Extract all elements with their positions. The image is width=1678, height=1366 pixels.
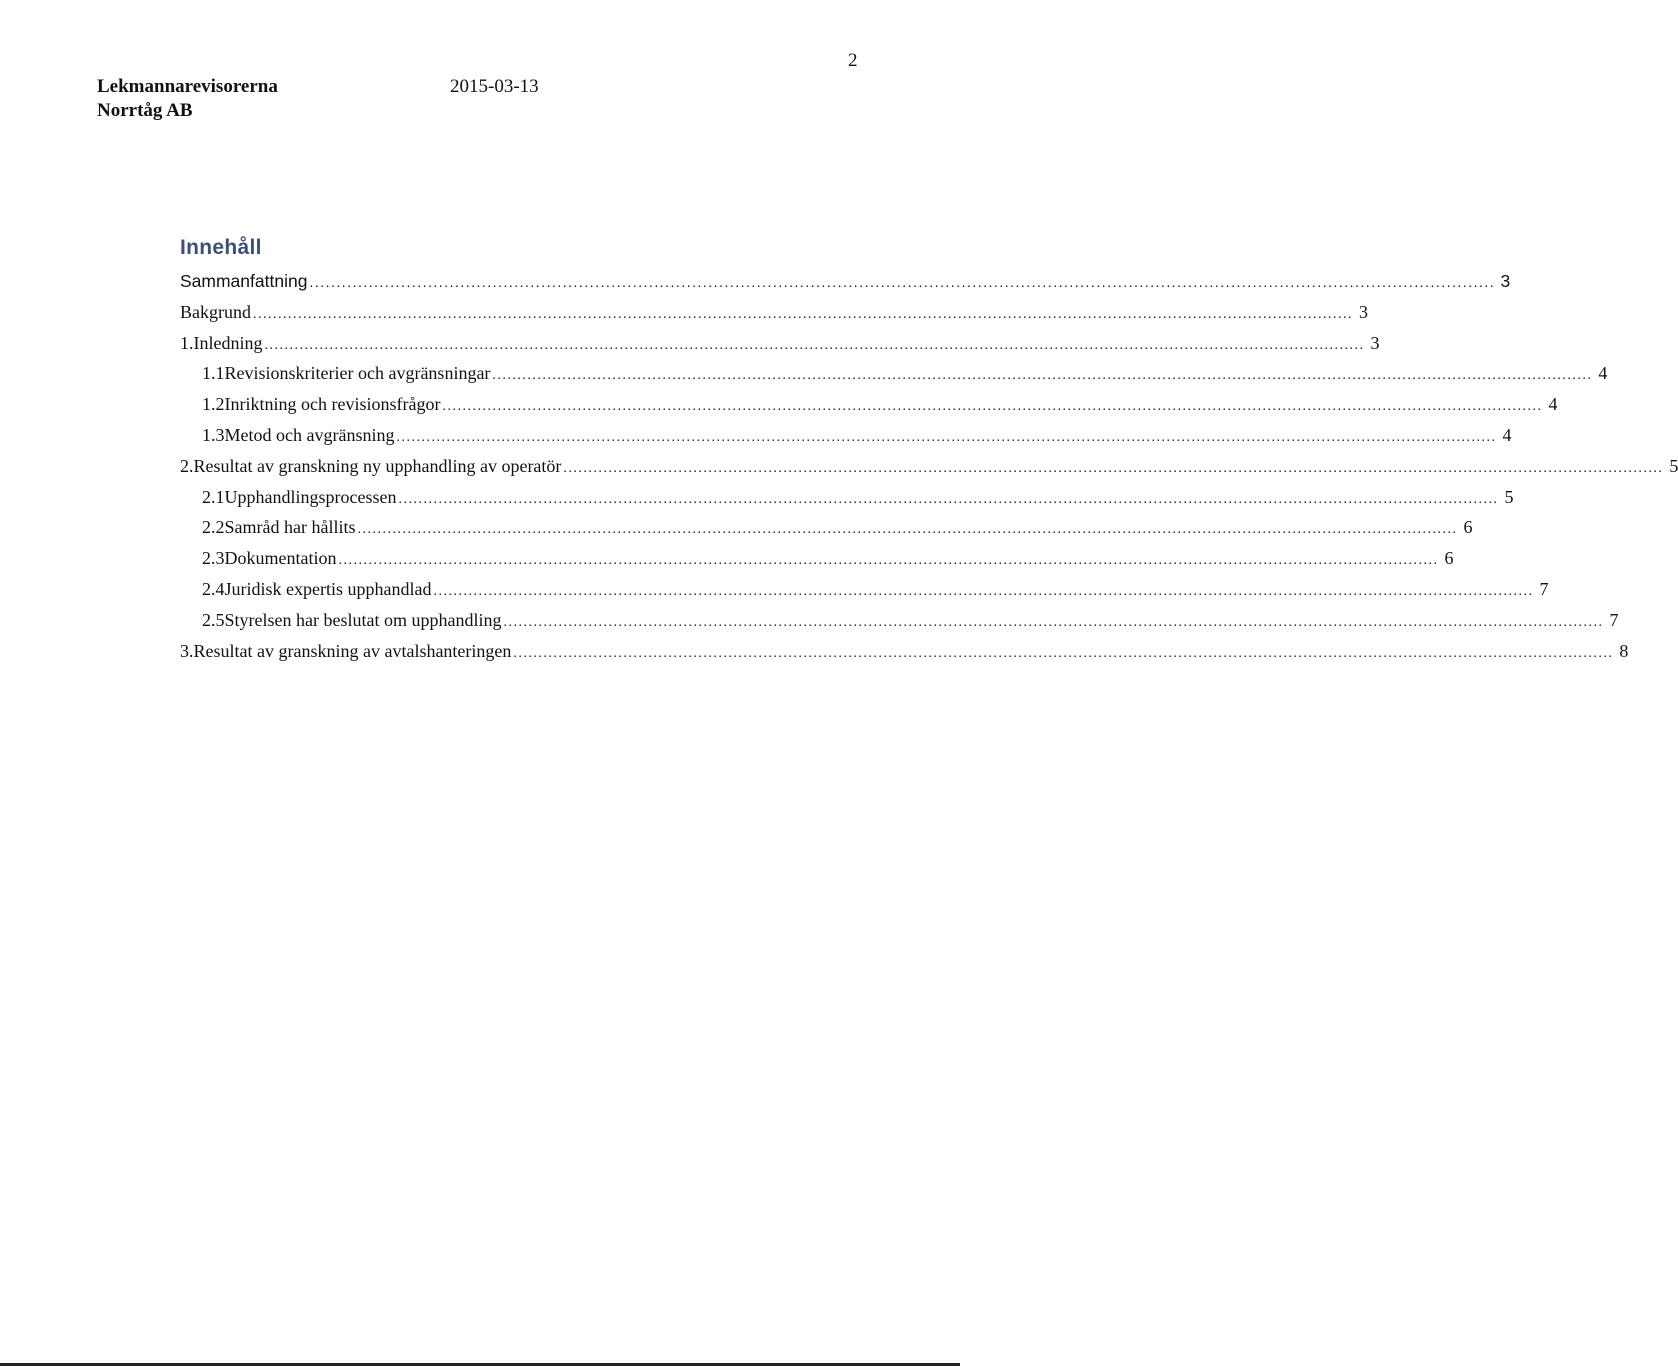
toc-entry-title: Inriktning och revisionsfrågor [224, 394, 441, 415]
toc-heading: Innehåll [180, 236, 262, 259]
toc-entry-page: 5 [1504, 486, 1514, 507]
toc-entry-title: Metod och avgränsning [224, 424, 395, 445]
toc-entry-page: 5 [1669, 455, 1678, 476]
toc-entry-title: Resultat av granskning av avtalshanteringen [193, 640, 512, 661]
toc-entry-number: 2.4 [202, 578, 225, 599]
toc-entry-3[interactable] [180, 636, 1629, 667]
toc-dot-leader: ............................................................................................................................................................................................................................ [264, 337, 1365, 353]
toc-entry-number: 2.3 [202, 548, 225, 569]
toc-dot-leader: ............................................................................................................................................................................................................................ [513, 645, 1614, 661]
toc-entry-page: 4 [1548, 394, 1558, 415]
toc-dot-leader: ............................................................................................................................................................................................................................ [309, 274, 1496, 290]
page-number: 2 [848, 50, 858, 71]
toc-entry-2-1[interactable] [180, 482, 1514, 513]
toc-entry-page: 7 [1539, 578, 1549, 599]
toc-dot-leader: ............................................................................................................................................................................................................................ [338, 553, 1439, 569]
toc-entry-number: 1.3 [202, 424, 225, 445]
toc-entry-page: 6 [1463, 517, 1473, 538]
toc-entry-2-4[interactable] [180, 574, 1549, 605]
toc-entry-title: Revisionskriterier och avgränsningar [224, 363, 491, 384]
toc-entry-number: 2.5 [202, 609, 225, 630]
toc-dot-leader: ............................................................................................................................................................................................................................ [433, 583, 1534, 599]
toc-dot-leader: ............................................................................................................................................................................................................................ [253, 306, 1353, 322]
toc-entry-1-1[interactable] [180, 358, 1608, 389]
toc-entry-page: 4 [1598, 363, 1608, 384]
toc-entry-2-2[interactable] [180, 512, 1473, 543]
toc-entry-number: 3. [180, 640, 194, 661]
toc-entry-title: Samråd har hållits [224, 517, 356, 538]
toc-entry-number: 2.1 [202, 486, 225, 507]
toc-entry-title: Bakgrund [180, 301, 251, 322]
toc-entry-number: 1.2 [202, 394, 225, 415]
toc-entry-number: 1.1 [202, 363, 225, 384]
toc-entry-page: 3 [1359, 301, 1368, 322]
toc-entry-title: Inledning [193, 332, 263, 353]
organization-name: Lekmannarevisorerna [97, 76, 278, 97]
toc-entry-number: 2.2 [202, 517, 225, 538]
document-header [97, 75, 278, 123]
toc-entry-page: 6 [1444, 548, 1454, 569]
toc-entry-2-3[interactable] [180, 543, 1454, 574]
toc-entry-page: 7 [1609, 609, 1619, 630]
toc-entry-1-2[interactable] [180, 389, 1558, 420]
document-date: 2015-03-13 [450, 76, 539, 97]
toc-entry-inledning[interactable] [180, 328, 1380, 359]
toc-entry-title: Styrelsen har beslutat om upphandling [224, 609, 502, 630]
toc-dot-leader: ............................................................................................................................................................................................................................ [563, 460, 1664, 476]
table-of-contents [180, 266, 1678, 666]
toc-entry-2-5[interactable] [180, 605, 1619, 636]
toc-dot-leader: ............................................................................................................................................................................................................................ [492, 368, 1593, 384]
toc-entry-number: 1. [180, 332, 194, 353]
toc-entry-bakgrund[interactable] [180, 297, 1368, 328]
toc-dot-leader: ............................................................................................................................................................................................................................ [398, 491, 1499, 507]
company-name: Norrtåg AB [97, 100, 193, 121]
toc-entry-title: Dokumentation [224, 548, 337, 569]
toc-entry-title: Sammanfattning [180, 271, 308, 291]
toc-entry-page: 3 [1370, 332, 1380, 353]
toc-entry-page: 8 [1619, 640, 1629, 661]
toc-entry-title: Resultat av granskning ny upphandling av operatör [193, 455, 562, 476]
toc-entry-page: 4 [1502, 424, 1512, 445]
toc-dot-leader: ............................................................................................................................................................................................................................ [357, 522, 1458, 538]
toc-entry-page: 3 [1500, 271, 1511, 291]
toc-entry-sammanfattning[interactable] [180, 266, 1511, 297]
toc-entry-1-3[interactable] [180, 420, 1512, 451]
toc-entry-title: Juridisk expertis upphandlad [224, 578, 432, 599]
toc-entry-2[interactable] [180, 451, 1678, 482]
toc-dot-leader: ............................................................................................................................................................................................................................ [396, 429, 1497, 445]
toc-dot-leader: ............................................................................................................................................................................................................................ [503, 614, 1604, 630]
toc-entry-number: 2. [180, 455, 194, 476]
toc-dot-leader: ............................................................................................................................................................................................................................ [442, 399, 1543, 415]
toc-entry-title: Upphandlingsprocessen [224, 486, 397, 507]
